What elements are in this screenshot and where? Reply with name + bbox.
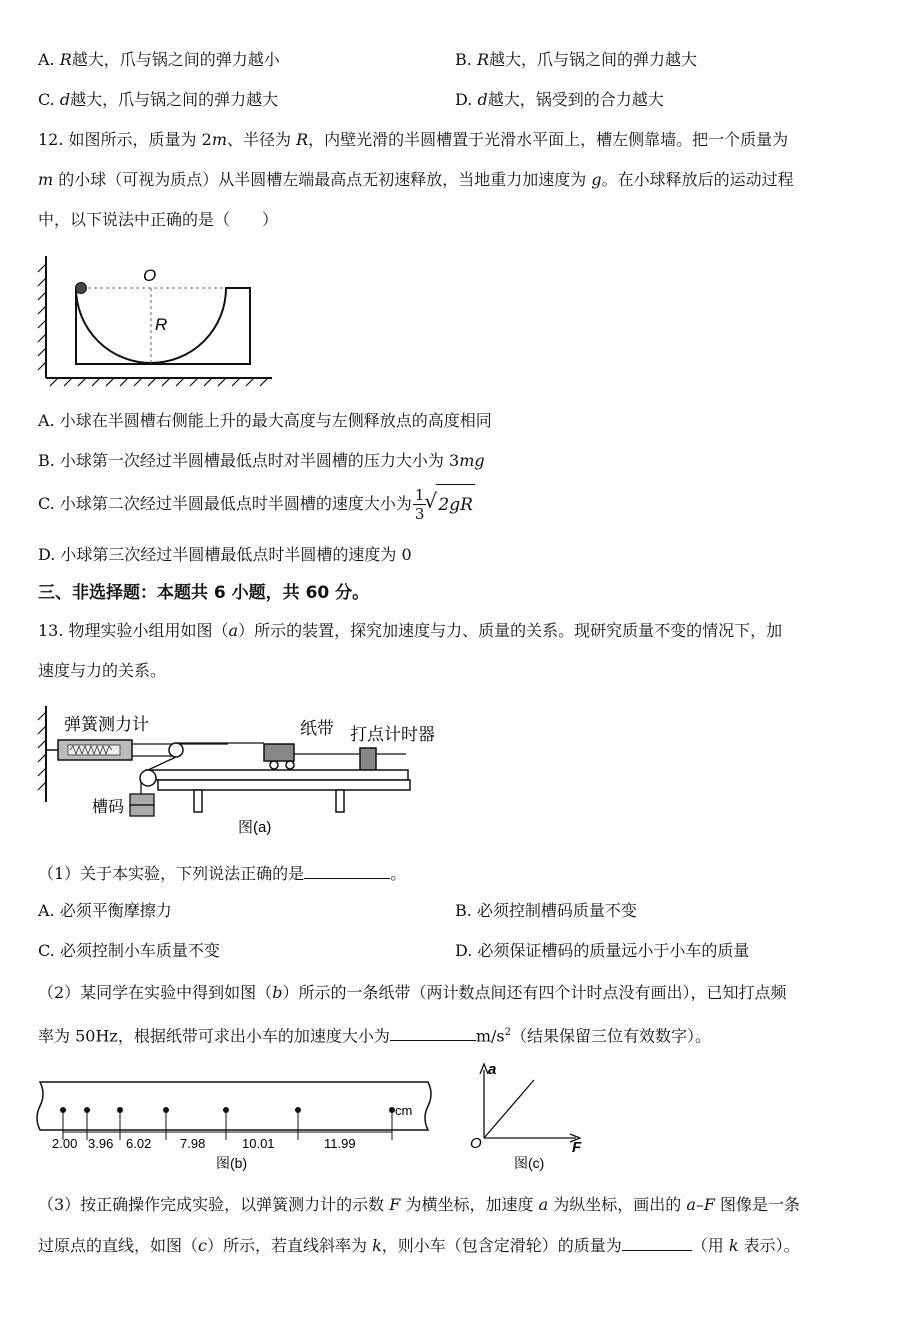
- tape-strip: [37, 1082, 431, 1130]
- q13-option-d: D. 必须保证槽码的质量远小于小车的质量: [455, 941, 750, 960]
- wall-hatch-a: [38, 712, 46, 790]
- fraction: $\frac{1}{3}$: [414, 486, 425, 523]
- tape-seg-4: 7.98: [180, 1136, 206, 1151]
- q12-stem-line3: 中，以下说法中正确的是（ ）: [38, 210, 279, 229]
- figure-c-caption: 图(c): [514, 1155, 545, 1171]
- table-leg-left: [194, 790, 202, 812]
- figure-a-caption: 图(a): [238, 819, 272, 836]
- table-leg-right: [336, 790, 344, 812]
- tape-seg-1: 2.00: [52, 1136, 78, 1151]
- ground-hatch: [50, 378, 268, 386]
- q13-option-c: C. 必须控制小车质量不变: [38, 941, 220, 960]
- tape-seg-6: 11.99: [324, 1136, 356, 1151]
- axis-f-label: F: [572, 1139, 582, 1156]
- spring-scale: [58, 740, 132, 760]
- q12-option-c: C. 小球第二次经过半圆最低点时半圆槽的速度大小为 $\frac{1}{3}$ √ 2gR: [38, 484, 475, 525]
- fixed-pulley: [140, 770, 156, 786]
- q13-option-b: B. 必须控制槽码质量不变: [455, 901, 637, 920]
- answer-blank-2[interactable]: [390, 1024, 476, 1041]
- tape-seg-2: 3.96: [88, 1136, 114, 1151]
- af-line: [484, 1080, 534, 1138]
- q13-part1: （1）关于本实验，下列说法正确的是 。: [38, 864, 407, 883]
- q12-stem-line2: m 的小球（可视为质点）从半圆槽左端最高点无初速释放，当地重力加速度为 g。在小球释放后的运动过程: [38, 170, 794, 189]
- small-ball: [76, 283, 87, 294]
- q11-option-c: C. d越大，爪与锅之间的弹力越大: [38, 90, 279, 109]
- ticker-timer: [360, 748, 376, 770]
- q11-option-d: D. d越大，锅受到的合力越大: [455, 90, 664, 109]
- label-ticker-timer: 打点计时器: [350, 725, 435, 744]
- weight-bottom: [130, 805, 154, 816]
- weight-top: [130, 794, 154, 805]
- track-board-top: [146, 770, 408, 780]
- q12-option-a: A. 小球在半圆槽右侧能上升的最大高度与左侧释放点的高度相同: [38, 411, 492, 430]
- q13-option-a: A. 必须平衡摩擦力: [38, 901, 172, 920]
- q13-stem-line1: 13. 物理实验小组用如图（a）所示的装置，探究加速度与力、质量的关系。现研究质量不变的情况下，加: [38, 621, 783, 640]
- track-board: [158, 780, 410, 790]
- figure-b-caption: 图(b): [216, 1155, 248, 1171]
- cart: [264, 744, 294, 769]
- q13-part3-line2: 过原点的直线，如图（c）所示，若直线斜率为 k，则小车（包含定滑轮）的质量为 （用 k 表示）。: [38, 1236, 800, 1255]
- q12-figure: [38, 250, 278, 390]
- figure-a-apparatus: [38, 702, 458, 842]
- label-o: O: [143, 266, 157, 285]
- q11-option-a: A. R越大，爪与锅之间的弹力越小: [38, 50, 280, 69]
- q13-part2-line1: （2）某同学在实验中得到如图（b）所示的一条纸带（两计数点间还有四个计时点没有画出），已知打点频: [38, 983, 787, 1002]
- tape-seg-3: 6.02: [126, 1136, 152, 1151]
- q13-part2-line2: 率为 50Hz，根据纸带可求出小车的加速度大小为 $m/s^2$（结果保留三位有效数字）。: [38, 1026, 712, 1046]
- figure-c-graph: [466, 1060, 596, 1172]
- q11-option-b: B. R越大，爪与锅之间的弹力越大: [455, 50, 697, 69]
- q12-stem-line1: 12. 如图所示，质量为 2m、半径为 R，内壁光滑的半圆槽置于光滑水平面上，槽左侧靠墙。把一个质量为: [38, 130, 789, 149]
- section-heading: 三、非选择题：本题共 6 小题，共 60 分。: [38, 583, 370, 603]
- q12-option-d: D. 小球第三次经过半圆槽最低点时半圆槽的速度为 0: [38, 545, 412, 564]
- tape-seg-5: 10.01: [242, 1136, 275, 1151]
- axis-a-label: a: [488, 1061, 497, 1078]
- label-r: R: [155, 315, 168, 334]
- label-paper-tape: 纸带: [300, 719, 334, 738]
- tape-unit: cm: [395, 1103, 413, 1118]
- answer-blank-3[interactable]: [622, 1234, 692, 1251]
- sqrt-expression: √ 2gR: [436, 484, 475, 525]
- label-spring-scale: 弹簧测力计: [64, 715, 149, 734]
- q13-stem-line2: 速度与力的关系。: [38, 661, 167, 680]
- label-weight: 槽码: [92, 799, 125, 816]
- q13-part3-line1: （3）按正确操作完成实验，以弹簧测力计的示数 F 为横坐标，加速度 a 为纵坐标，画出的 a–F 图像是一条: [38, 1195, 801, 1214]
- wall-hatch: [38, 264, 46, 370]
- answer-blank-1[interactable]: [304, 862, 390, 879]
- origin-label: O: [470, 1135, 482, 1152]
- figure-b-tape: [30, 1074, 440, 1174]
- q12-option-b: B. 小球第一次经过半圆槽最低点时对半圆槽的压力大小为 3mg: [38, 451, 485, 470]
- pulley-on-cart: [169, 743, 183, 757]
